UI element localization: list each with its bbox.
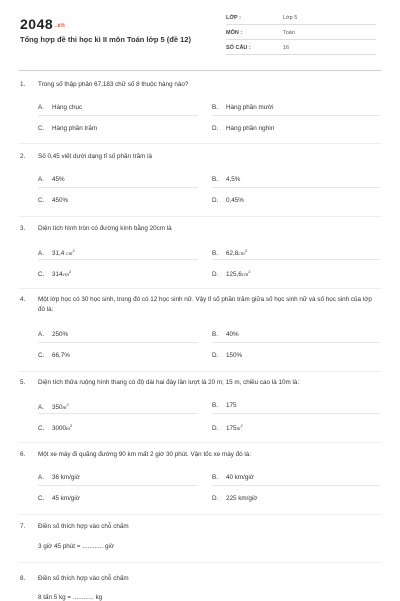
option-text: 225 km/giờ: [226, 495, 258, 502]
option-unit-exponent: 2: [244, 248, 247, 253]
option-text: 125,6: [226, 271, 242, 279]
option-underline: [212, 187, 380, 188]
option-label: C.: [38, 271, 45, 279]
option-text: 4,5%: [226, 176, 241, 183]
question-text: [20, 224, 380, 234]
option-text: 66,7%: [52, 352, 70, 359]
option-d[interactable]: [212, 269, 250, 278]
option-a[interactable]: [38, 176, 65, 183]
logo-suffix: .vn: [55, 23, 66, 29]
option-label: B.: [212, 331, 218, 338]
logo-number: 2048: [20, 16, 54, 32]
option-a[interactable]: [38, 331, 68, 338]
option-unit-exponent: 2: [248, 269, 251, 274]
document-header: [0, 0, 400, 70]
site-logo[interactable]: [20, 16, 65, 32]
option-label: D.: [212, 425, 219, 433]
option-text: 45 km/giờ: [52, 495, 80, 502]
option-label: D.: [212, 352, 219, 359]
question-body: Diện tích hình tròn có đường kính bằng 20cm là: [38, 225, 172, 232]
question-text: [20, 80, 380, 90]
option-text: 62,8: [226, 250, 239, 258]
option-underline: [38, 259, 198, 260]
option-label: D.: [212, 125, 219, 132]
option-a[interactable]: [38, 474, 80, 481]
question-separator: [18, 288, 382, 289]
question-separator: [18, 216, 382, 217]
option-b[interactable]: [212, 248, 247, 257]
option-text: 40%: [226, 331, 239, 338]
option-c[interactable]: [38, 269, 71, 278]
option-label: D.: [212, 197, 219, 204]
option-label: D.: [212, 271, 219, 279]
option-a[interactable]: [38, 248, 75, 257]
option-label: C.: [38, 495, 45, 502]
option-d[interactable]: [212, 197, 244, 204]
option-text: 3000: [52, 425, 67, 433]
question-5: [20, 378, 380, 388]
fill-in-blank[interactable]: 3 giờ 45 phút = ............ giờ: [38, 543, 114, 550]
question-separator: [18, 371, 382, 372]
question-number: 4.: [20, 296, 26, 303]
option-label: C.: [38, 197, 45, 204]
question-2: [20, 152, 380, 162]
meta-row-subject: [226, 27, 376, 40]
option-underline: [38, 342, 198, 343]
option-unit-exponent: 2: [68, 269, 72, 274]
meta-key: MÔN :: [226, 30, 243, 36]
option-label: B.: [212, 250, 218, 258]
option-c[interactable]: [38, 423, 72, 432]
option-text: Hàng chục: [52, 104, 83, 111]
question-6: [20, 450, 380, 460]
question-body: Một lớp học có 30 học sinh, trong đó có 12 học sinh nữ. Vậy tỉ số phần trăm giữa số học sinh nữ và số học sinh của lớp đó là:: [38, 296, 372, 313]
option-text: 450%: [52, 197, 69, 204]
question-separator: [18, 442, 382, 443]
option-label: C.: [38, 425, 45, 433]
option-d[interactable]: [212, 423, 243, 432]
option-b[interactable]: [212, 402, 237, 409]
option-label: B.: [212, 402, 218, 409]
option-text: 175: [226, 402, 237, 409]
question-3: [20, 224, 380, 234]
option-d[interactable]: [212, 495, 257, 502]
question-number: 7.: [20, 523, 26, 530]
meta-value: Lớp 5: [283, 15, 298, 21]
option-underline: [212, 115, 380, 116]
meta-row-class: [226, 12, 376, 25]
question-text: [20, 522, 380, 532]
question-text: [20, 378, 380, 388]
question-body: Điền số thích hợp vào chỗ chấm: [38, 575, 129, 582]
option-unit-exponent: 2: [70, 423, 73, 428]
question-4: [20, 295, 380, 315]
question-separator: [18, 143, 382, 144]
option-text: 314: [52, 271, 63, 279]
question-number: 3.: [20, 225, 26, 232]
option-b[interactable]: [212, 104, 274, 111]
option-label: A.: [38, 331, 44, 338]
question-body: Điền số thích hợp vào chỗ chấm: [38, 523, 129, 530]
option-text: 175: [226, 425, 237, 433]
question-number: 5.: [20, 379, 26, 386]
option-label: B.: [212, 176, 218, 183]
meta-key: LỚP :: [226, 15, 241, 21]
question-separator: [18, 562, 382, 563]
option-unit-exponent: 2: [66, 402, 69, 407]
option-b[interactable]: [212, 176, 240, 183]
option-underline: [38, 485, 198, 486]
option-text: 36 km/giờ: [52, 474, 80, 481]
option-label: D.: [212, 495, 219, 502]
question-text: [20, 450, 380, 460]
option-label: A.: [38, 474, 44, 481]
option-text: 0,45%: [226, 197, 244, 204]
question-separator: [18, 514, 382, 515]
option-unit: cm: [62, 272, 69, 279]
question-body: Diện tích thửa ruộng hình thang có độ dài hai đáy lần lượt là 20 m; 15 m, chiều cao là 10m là:: [38, 379, 300, 386]
option-underline: [38, 115, 198, 116]
option-text: 250%: [52, 331, 69, 338]
option-underline: [212, 485, 380, 486]
option-label: B.: [212, 474, 218, 481]
question-text: [20, 152, 380, 162]
option-d[interactable]: [212, 352, 242, 359]
option-c[interactable]: [38, 495, 80, 502]
option-a[interactable]: [38, 402, 69, 411]
header-divider: [18, 70, 382, 71]
question-number: 6.: [20, 451, 26, 458]
option-text: 45%: [52, 176, 65, 183]
option-underline: [38, 413, 198, 414]
meta-value: Toán: [283, 30, 295, 36]
option-underline: [212, 413, 380, 414]
option-unit: m: [236, 426, 241, 433]
meta-value: 16: [283, 45, 290, 51]
option-label: A.: [38, 104, 44, 111]
option-label: C.: [38, 352, 45, 359]
question-text: [20, 574, 380, 584]
option-a[interactable]: [38, 104, 82, 111]
fill-in-blank[interactable]: 8 tấn 5 kg = ............ kg: [38, 594, 103, 601]
question-number: 8.: [20, 575, 26, 582]
document-title: Tổng hợp đề thi học kì II môn Toán lớp 5 (đề 12): [20, 35, 191, 44]
option-text: Hàng phần trăm: [52, 125, 98, 132]
question-body: Trong số thập phân 67,183 chữ số 8 thuộc hàng nào?: [38, 81, 189, 88]
question-8: [20, 574, 380, 584]
option-underline: [212, 259, 380, 260]
option-c[interactable]: [38, 197, 68, 204]
option-text: 350: [52, 404, 63, 412]
option-text: Hàng phần mười: [226, 104, 274, 111]
question-1: [20, 80, 380, 90]
question-number: 2.: [20, 153, 26, 160]
option-unit: cm: [238, 251, 245, 258]
question-number: 1.: [20, 81, 26, 88]
option-unit-exponent: 2: [240, 423, 243, 428]
meta-row-count: [226, 42, 376, 55]
option-unit: cm: [66, 251, 73, 258]
option-c[interactable]: [38, 352, 70, 359]
option-text: 40 km/giờ: [226, 474, 254, 481]
option-underline: [212, 342, 380, 343]
option-unit-exponent: 2: [72, 248, 75, 253]
option-unit: cm: [241, 272, 249, 279]
option-c[interactable]: [38, 125, 97, 132]
option-label: C.: [38, 125, 45, 132]
option-label: A.: [38, 176, 44, 183]
option-unit: m: [66, 426, 70, 433]
meta-key: SỐ CÂU :: [226, 45, 251, 51]
option-label: A.: [38, 404, 44, 412]
question-7: [20, 522, 380, 532]
option-label: B.: [212, 104, 218, 111]
question-body: Số 0,45 viết dưới dạng tỉ số phần trăm là: [38, 153, 153, 160]
option-text: 150%: [226, 352, 243, 359]
option-unit: m: [62, 405, 67, 412]
question-body: Một xe máy đi quãng đường 90 km mất 2 giờ 30 phút. Vận tốc xe máy đó là:: [38, 451, 252, 458]
option-underline: [38, 187, 198, 188]
option-b[interactable]: [212, 331, 239, 338]
option-label: A.: [38, 250, 44, 258]
option-text: Hàng phần nghìn: [226, 125, 275, 132]
question-text: [20, 295, 380, 315]
option-d[interactable]: [212, 125, 274, 132]
option-b[interactable]: [212, 474, 254, 481]
option-text: 31,4: [52, 250, 65, 258]
